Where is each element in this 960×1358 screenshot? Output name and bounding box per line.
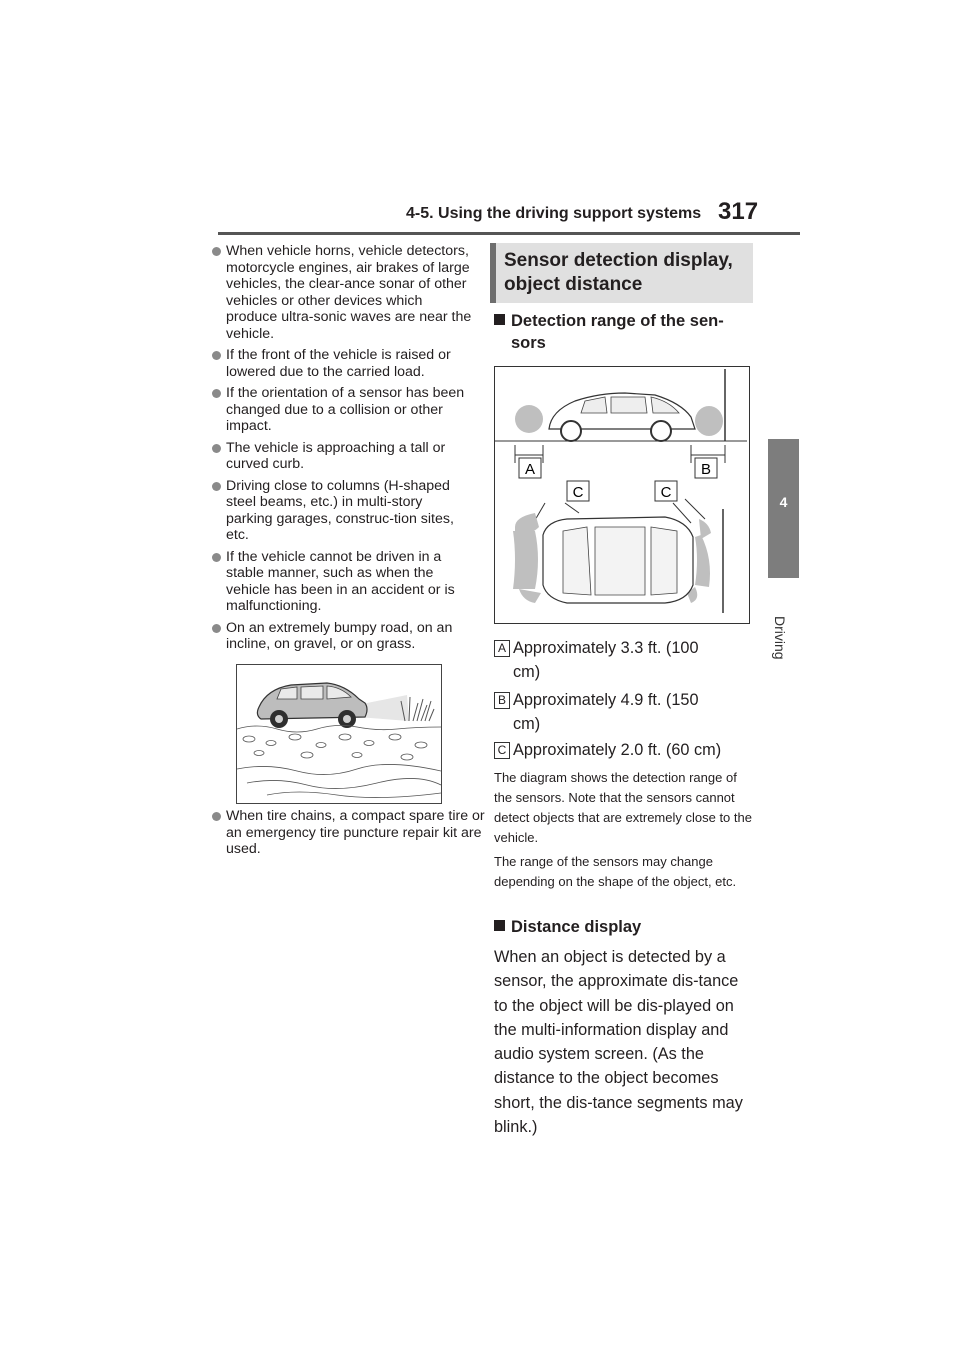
section-title: Sensor detection display, object distance <box>504 250 733 295</box>
definition-a: A Approximately 3.3 ft. (100 cm) <box>494 636 754 684</box>
chapter-tab-label: Driving <box>772 616 788 660</box>
chapter-tab <box>768 439 799 578</box>
detection-range-heading: Detection range of the sen- sors <box>494 310 724 354</box>
condition-list <box>212 243 472 658</box>
bullet-icon <box>212 247 221 256</box>
distance-display-heading: Distance display <box>494 916 641 938</box>
bullet-icon <box>212 389 221 398</box>
definition-letter: A <box>494 640 510 657</box>
bullet-icon <box>212 351 221 360</box>
list-item: If the front of the vehicle is raised or lowered due to the carried load. <box>212 347 472 380</box>
bullet-icon <box>212 812 221 821</box>
range-note: The range of the sensors may change depending on the shape of the object, etc. <box>494 854 737 889</box>
label-c-right: C <box>660 484 672 501</box>
definition-letter: C <box>494 742 510 759</box>
sensor-range-diagram <box>494 366 750 624</box>
header-divider <box>218 232 800 235</box>
section-heading <box>490 243 753 303</box>
definition-letter: B <box>494 692 510 709</box>
definition-c: C Approximately 2.0 ft. (60 cm) <box>494 738 754 762</box>
list-item: Driving close to columns (H-shaped steel beams, etc.) in multi-story parking garages, construc-tion sites, etc. <box>212 478 472 544</box>
list-item: When tire chains, a compact spare tire or an emergency tire puncture repair kit are used. <box>212 808 486 858</box>
list-item: If the orientation of a sensor has been changed due to a collision or other impact. <box>212 385 472 435</box>
sensor-range-svg <box>495 367 749 623</box>
chapter-header: 4-5. Using the driving support systems <box>406 205 702 222</box>
list-item: When vehicle horns, vehicle detectors, motorcycle engines, air brakes of large vehicles, the clear-ance sonar of other vehicles or other devices which produce ultra-sonic waves are near the vehicle. <box>212 243 472 342</box>
bullet-icon <box>212 553 221 562</box>
square-bullet-icon <box>494 314 505 325</box>
list-item: On an extremely bumpy road, on an incline, on gravel, or on grass. <box>212 620 472 653</box>
detection-note: The diagram shows the detection range of the sensors. Note that the sensors cannot detect objects that are extremely close to the vehicle. <box>494 770 752 845</box>
bullet-icon <box>212 482 221 491</box>
bullet-icon <box>212 444 221 453</box>
chapter-tab-number: 4 <box>779 494 788 510</box>
square-bullet-icon <box>494 920 505 931</box>
bullet-icon <box>212 624 221 633</box>
label-c-left: C <box>572 484 584 501</box>
label-a: A <box>524 461 536 478</box>
definition-b: B Approximately 4.9 ft. (150 cm) <box>494 688 754 736</box>
page-number: 317 <box>718 198 759 225</box>
section-heading-bar <box>490 243 496 303</box>
grass-road-illustration <box>236 664 442 804</box>
list-item: If the vehicle cannot be driven in a stable manner, such as when the vehicle has been in an accident or is malfunctioning. <box>212 549 472 615</box>
label-b: B <box>700 461 712 478</box>
list-item: The vehicle is approaching a tall or curved curb. <box>212 440 472 473</box>
vehicle-on-grass-image <box>237 665 441 803</box>
distance-display-body: When an object is detected by a sensor, the approximate dis-tance to the object will be dis-played on the multi-information display and audio system screen. (As the distance to the object becomes short, the dis-tance segments may blink.) <box>494 948 743 1137</box>
